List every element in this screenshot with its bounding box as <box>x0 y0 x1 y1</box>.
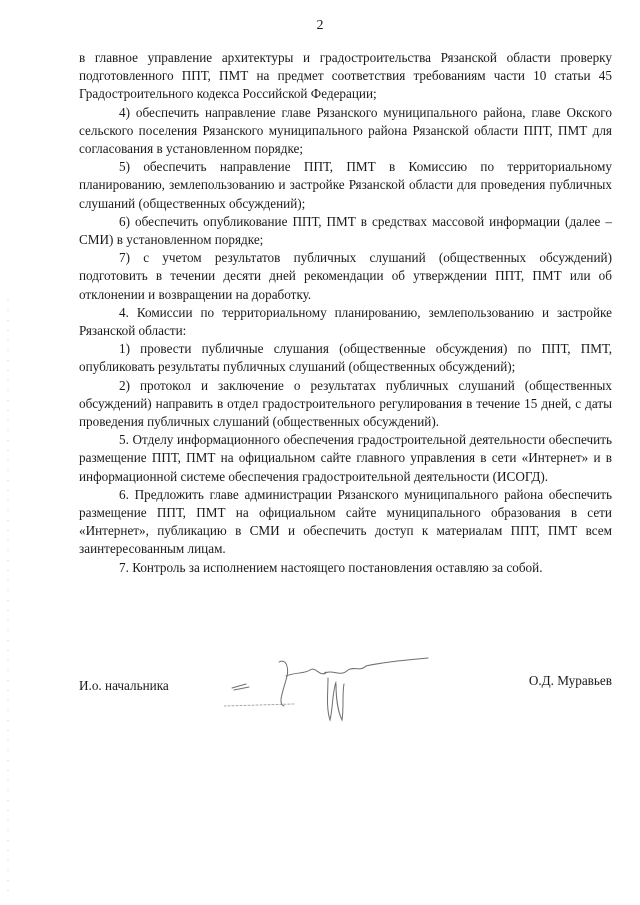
paragraph: 4) обеспечить направление главе Рязанского муниципального района, главе Окского сельского поселения Рязанского муниципального района Рязанской области ППТ, ПМТ для согласования в установленном порядке; <box>79 104 612 157</box>
paragraph: 2) протокол и заключение о результатах публичных слушаний (общественных обсуждений) направить в отдел градостроительного регулирования в течение 15 дней, с даты проведения публичных слушаний (общественных обсуждений). <box>79 377 612 430</box>
signatory-title: И.о. начальника <box>79 678 169 693</box>
signature-block <box>79 668 612 728</box>
handwritten-signature <box>224 648 434 728</box>
paragraph: 1) провести публичные слушания (общественные обсуждения) по ППТ, ПМТ, опубликовать результаты публичных слушаний (общественных обсуждений); <box>79 341 612 375</box>
paragraph: 7) с учетом результатов публичных слушаний (общественных обсуждений) подготовить в течении десяти дней рекомендации об утверждении ППТ, ПМТ или об отклонении и возвращении на доработку. <box>79 250 612 302</box>
paragraph: в главное управление архитектуры и градостроительства Рязанской области проверку подготовленного ППТ, ПМТ на предмет соответствия требованиям части 10 статьи 45 Градостроительного кодекса Российской Федерации; <box>79 50 612 102</box>
paragraph: 5) обеспечить направление ППТ, ПМТ в Комиссию по территориальному планированию, землепользованию и застройке Рязанской области для проведения публичных слушаний (общественных обсуждений); <box>79 159 612 211</box>
page-number: 2 <box>316 18 324 33</box>
paragraph: 4. Комиссии по территориальному планированию, землепользованию и застройке Рязанской области: <box>79 304 612 339</box>
paragraph: 6) обеспечить опубликование ППТ, ПМТ в средствах массовой информации (далее – СМИ) в установленном порядке; <box>79 213 612 248</box>
paragraph: 5. Отделу информационного обеспечения градостроительной деятельности обеспечить размещение ППТ, ПМТ на официальном сайте главного управления в сети «Интернет» и в информационной системе обеспечения градостроительной деятельности (ИСОГД). <box>79 432 612 484</box>
scan-margin-marks <box>6 300 10 900</box>
paragraph: 7. Контроль за исполнением настоящего постановления оставляю за собой. <box>119 559 543 575</box>
paragraph: 6. Предложить главе администрации Рязанского муниципального района обеспечить размещение ППТ, ПМТ на официальном сайте муниципального образования в сети «Интернет», публикацию в СМИ и обеспечить доступ к материалам ППТ, ПМТ всем заинтересованным лицам. <box>79 486 612 557</box>
signatory-name: О.Д. Муравьев <box>528 673 612 688</box>
document-body <box>79 49 612 577</box>
